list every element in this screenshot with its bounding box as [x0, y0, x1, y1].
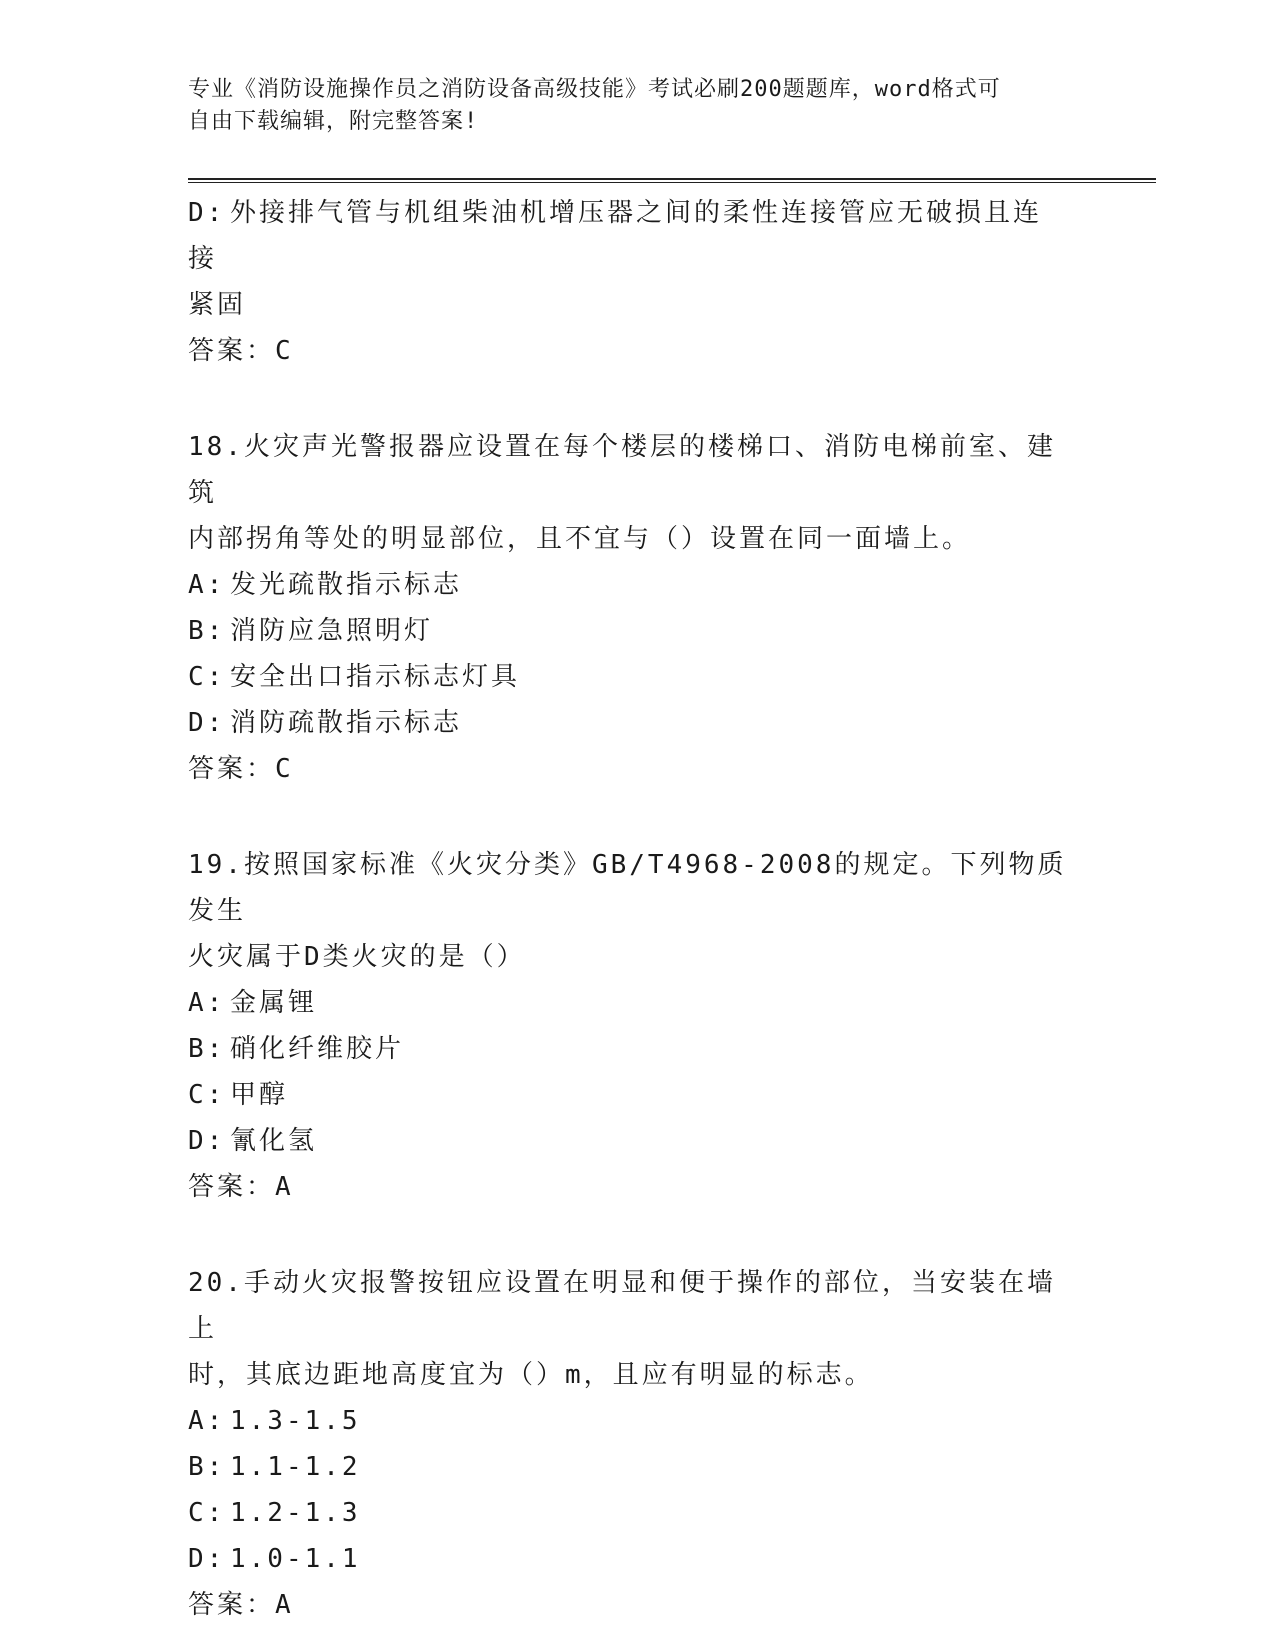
- question-19: [188, 842, 1068, 1210]
- answer-label: 答案：: [188, 1590, 276, 1620]
- question-stem-continuation: 内部拐角等处的明显部位，且不宜与（）设置在同一面墙上。: [188, 524, 972, 554]
- option-text: 1.3-1.5: [230, 1406, 361, 1436]
- answer-label: 答案：: [188, 754, 276, 784]
- answer-line: [188, 1582, 1068, 1628]
- option-b: [188, 1026, 1068, 1072]
- question-stem: 18.火灾声光警报器应设置在每个楼层的楼梯口、消防电梯前室、建筑: [188, 432, 1056, 508]
- option-letter: A:: [188, 570, 226, 600]
- option-a: [188, 980, 1068, 1026]
- option-a: [188, 1398, 1068, 1444]
- option-letter: D:: [188, 198, 226, 228]
- option-d: [188, 1536, 1068, 1582]
- answer-line: [188, 746, 1068, 792]
- document-body: [188, 190, 1068, 1628]
- option-text: 消防应急照明灯: [230, 616, 434, 646]
- option-letter: D:: [188, 1126, 226, 1156]
- question-stem-continuation: 火灾属于D类火灾的是（）: [188, 942, 526, 972]
- option-letter: B:: [188, 616, 226, 646]
- option-text-continuation: 紧固: [188, 290, 247, 320]
- answer-value: C: [275, 754, 294, 784]
- header-title-line-1: 专业《消防设施操作员之消防设备高级技能》考试必刷200题题库，word格式可: [188, 77, 1001, 102]
- option-text: 氰化氢: [230, 1126, 318, 1156]
- option-text: 发光疏散指示标志: [230, 570, 463, 600]
- option-letter: C:: [188, 1080, 226, 1110]
- answer-value: A: [275, 1590, 294, 1620]
- answer-line: [188, 328, 1068, 374]
- header-divider: [188, 178, 1156, 183]
- option-letter: A:: [188, 988, 226, 1018]
- option-letter: B:: [188, 1034, 226, 1064]
- option-letter: D:: [188, 1544, 226, 1574]
- option-text: 1.1-1.2: [230, 1452, 361, 1482]
- answer-value: A: [275, 1172, 294, 1202]
- question-20: [188, 1260, 1068, 1628]
- option-b: [188, 608, 1068, 654]
- option-letter: C:: [188, 1498, 226, 1528]
- option-d: [188, 700, 1068, 746]
- option-a: [188, 562, 1068, 608]
- answer-label: 答案：: [188, 336, 276, 366]
- option-letter: D:: [188, 708, 226, 738]
- answer-label: 答案：: [188, 1172, 276, 1202]
- option-c: [188, 1072, 1068, 1118]
- answer-value: C: [275, 336, 294, 366]
- question-18: [188, 424, 1068, 792]
- option-b: [188, 1444, 1068, 1490]
- question-stem: 19.按照国家标准《火灾分类》GB/T4968-2008的规定。下列物质发生: [188, 850, 1067, 926]
- option-c: [188, 654, 1068, 700]
- option-text: 外接排气管与机组柴油机增压器之间的柔性连接管应无破损且连接: [188, 198, 1043, 274]
- option-letter: A:: [188, 1406, 226, 1436]
- question-stem: 20.手动火灾报警按钮应设置在明显和便于操作的部位，当安装在墙上: [188, 1268, 1056, 1344]
- question-stem-continuation: 时，其底边距地高度宜为（）m，且应有明显的标志。: [188, 1360, 874, 1390]
- option-text: 1.2-1.3: [230, 1498, 361, 1528]
- option-letter: C:: [188, 662, 226, 692]
- header-title-line-2: 自由下载编辑，附完整答案!: [188, 109, 479, 134]
- option-text: 安全出口指示标志灯具: [230, 662, 521, 692]
- answer-line: [188, 1164, 1068, 1210]
- option-c: [188, 1490, 1068, 1536]
- option-d: [188, 1118, 1068, 1164]
- option-d: [188, 190, 1068, 282]
- document-header: [188, 74, 1068, 138]
- option-text: 1.0-1.1: [230, 1544, 361, 1574]
- option-text: 硝化纤维胶片: [230, 1034, 405, 1064]
- option-text: 消防疏散指示标志: [230, 708, 463, 738]
- option-text: 金属锂: [230, 988, 318, 1018]
- option-letter: B:: [188, 1452, 226, 1482]
- option-text: 甲醇: [230, 1080, 289, 1110]
- carryover-question: [188, 190, 1068, 374]
